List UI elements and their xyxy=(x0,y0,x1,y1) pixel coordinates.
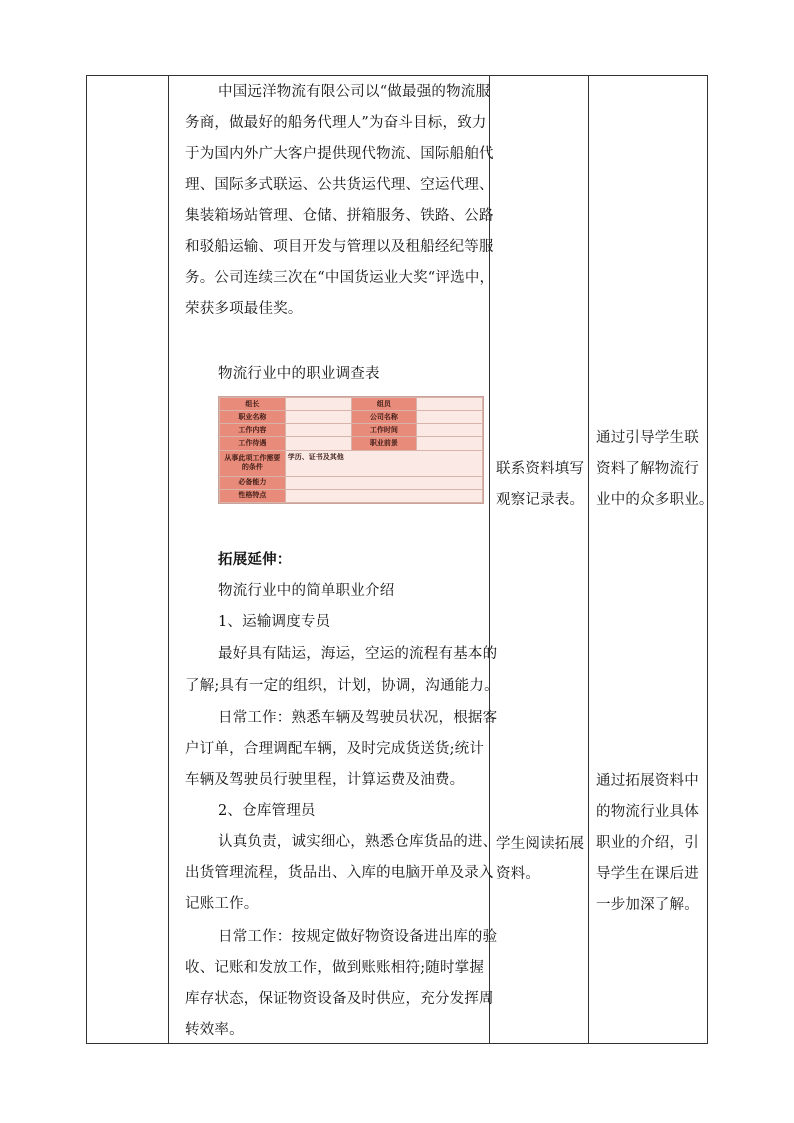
survey-cell xyxy=(285,424,351,437)
survey-label: 组员 xyxy=(351,398,417,411)
survey-cell xyxy=(285,489,482,502)
survey-cell xyxy=(285,476,482,489)
survey-cell: 学历、证书及其他 xyxy=(285,450,482,476)
survey-cell xyxy=(417,398,483,411)
survey-form xyxy=(218,396,484,504)
job1-title: 1、运输调度专员 xyxy=(218,614,331,630)
survey-label: 公司名称 xyxy=(351,411,417,424)
survey-label: 必备能力 xyxy=(220,476,286,489)
column-divider xyxy=(588,75,589,1044)
column-divider xyxy=(168,75,169,1044)
survey-label: 组长 xyxy=(220,398,286,411)
job2-title: 2、仓库管理员 xyxy=(218,803,316,819)
survey-cell xyxy=(417,424,483,437)
survey-cell xyxy=(417,437,483,450)
survey-label: 工作待遇 xyxy=(220,437,286,450)
extension-heading: 拓展延伸： xyxy=(218,551,292,568)
survey-label: 职业前景 xyxy=(351,437,417,450)
survey-cell xyxy=(417,411,483,424)
survey-label: 从事此项工作需要的条件 xyxy=(220,450,286,476)
survey-label: 工作时间 xyxy=(351,424,417,437)
survey-cell xyxy=(285,437,351,450)
survey-label: 工作内容 xyxy=(220,424,286,437)
extension-subtitle: 物流行业中的简单职业介绍 xyxy=(218,583,395,599)
survey-cell xyxy=(285,411,351,424)
survey-caption: 物流行业中的职业调查表 xyxy=(218,366,380,382)
survey-label: 性格特点 xyxy=(220,489,286,502)
survey-cell xyxy=(285,398,351,411)
survey-label: 职业名称 xyxy=(220,411,286,424)
